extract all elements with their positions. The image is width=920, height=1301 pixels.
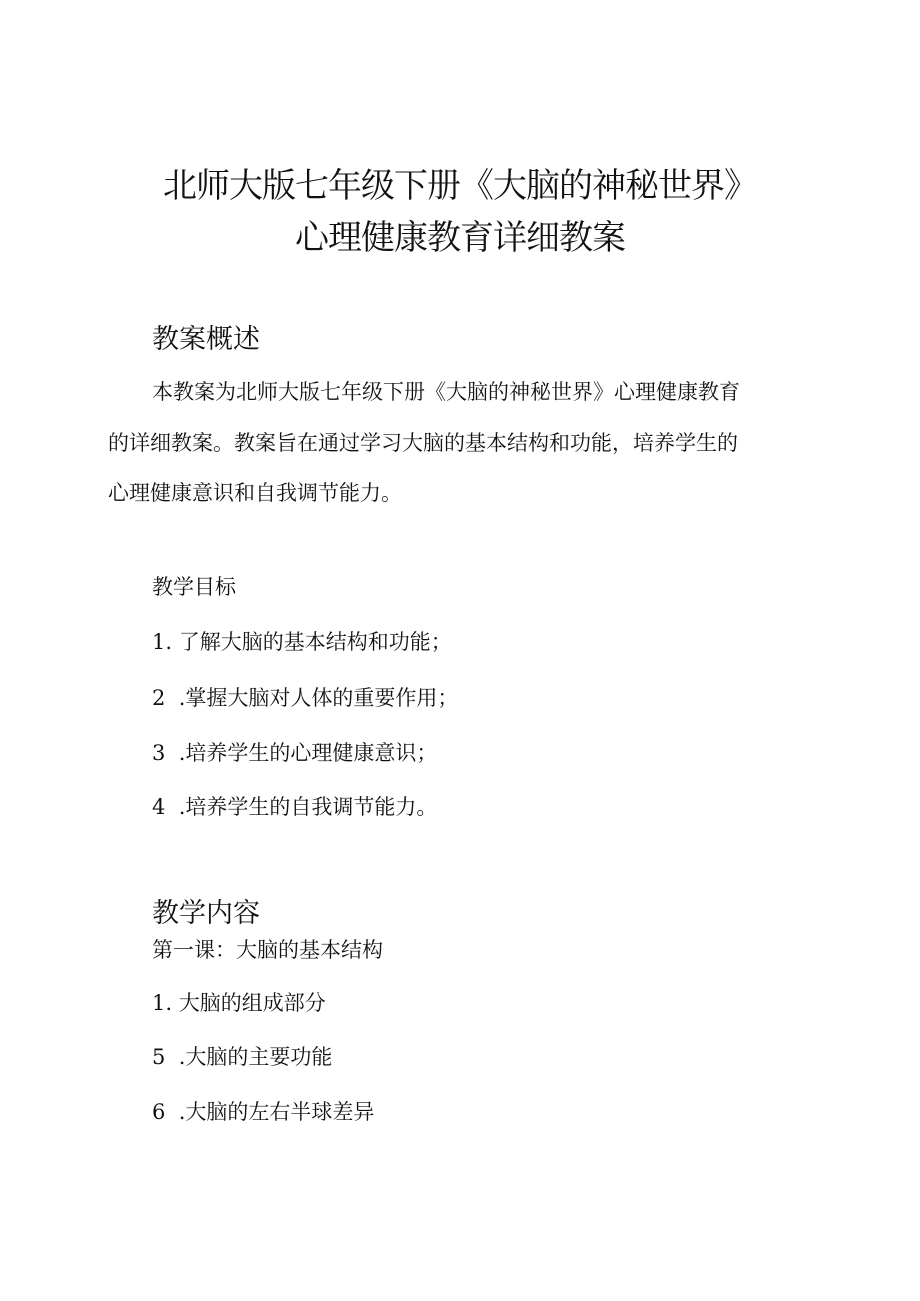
objective-item-1: 1. 了解大脑的基本结构和功能；: [152, 630, 452, 654]
objective-item-2: 2 .掌握大脑对人体的重要作用；: [152, 686, 459, 710]
overview-paragraph-line-3: 心理健康意识和自我调节能力。: [108, 481, 402, 505]
overview-paragraph-line-1: 本教案为北师大版七年级下册《大脑的神秘世界》心理健康教育: [152, 380, 740, 404]
objective-item-4: 4 .培养学生的自我调节能力。: [152, 795, 438, 819]
document-title-line-2: 心理健康教育详细教案: [295, 218, 625, 258]
section-heading-content: 教学内容: [152, 898, 260, 929]
section-heading-overview: 教案概述: [152, 324, 260, 355]
overview-paragraph-line-2: 的详细教案。教案旨在通过学习大脑的基本结构和功能，培养学生的: [108, 431, 738, 455]
content-item-3: 6 .大脑的左右半球差异: [152, 1100, 375, 1124]
section-heading-objectives: 教学目标: [152, 575, 236, 599]
content-item-1: 1. 大脑的组成部分: [152, 991, 326, 1015]
document-title-line-1: 北师大版七年级下册《大脑的神秘世界》: [163, 166, 757, 206]
content-item-2: 5 .大脑的主要功能: [152, 1045, 333, 1069]
objective-item-3: 3 .培养学生的心理健康意识；: [152, 741, 438, 765]
lesson-title: 第一课：大脑的基本结构: [152, 938, 383, 962]
